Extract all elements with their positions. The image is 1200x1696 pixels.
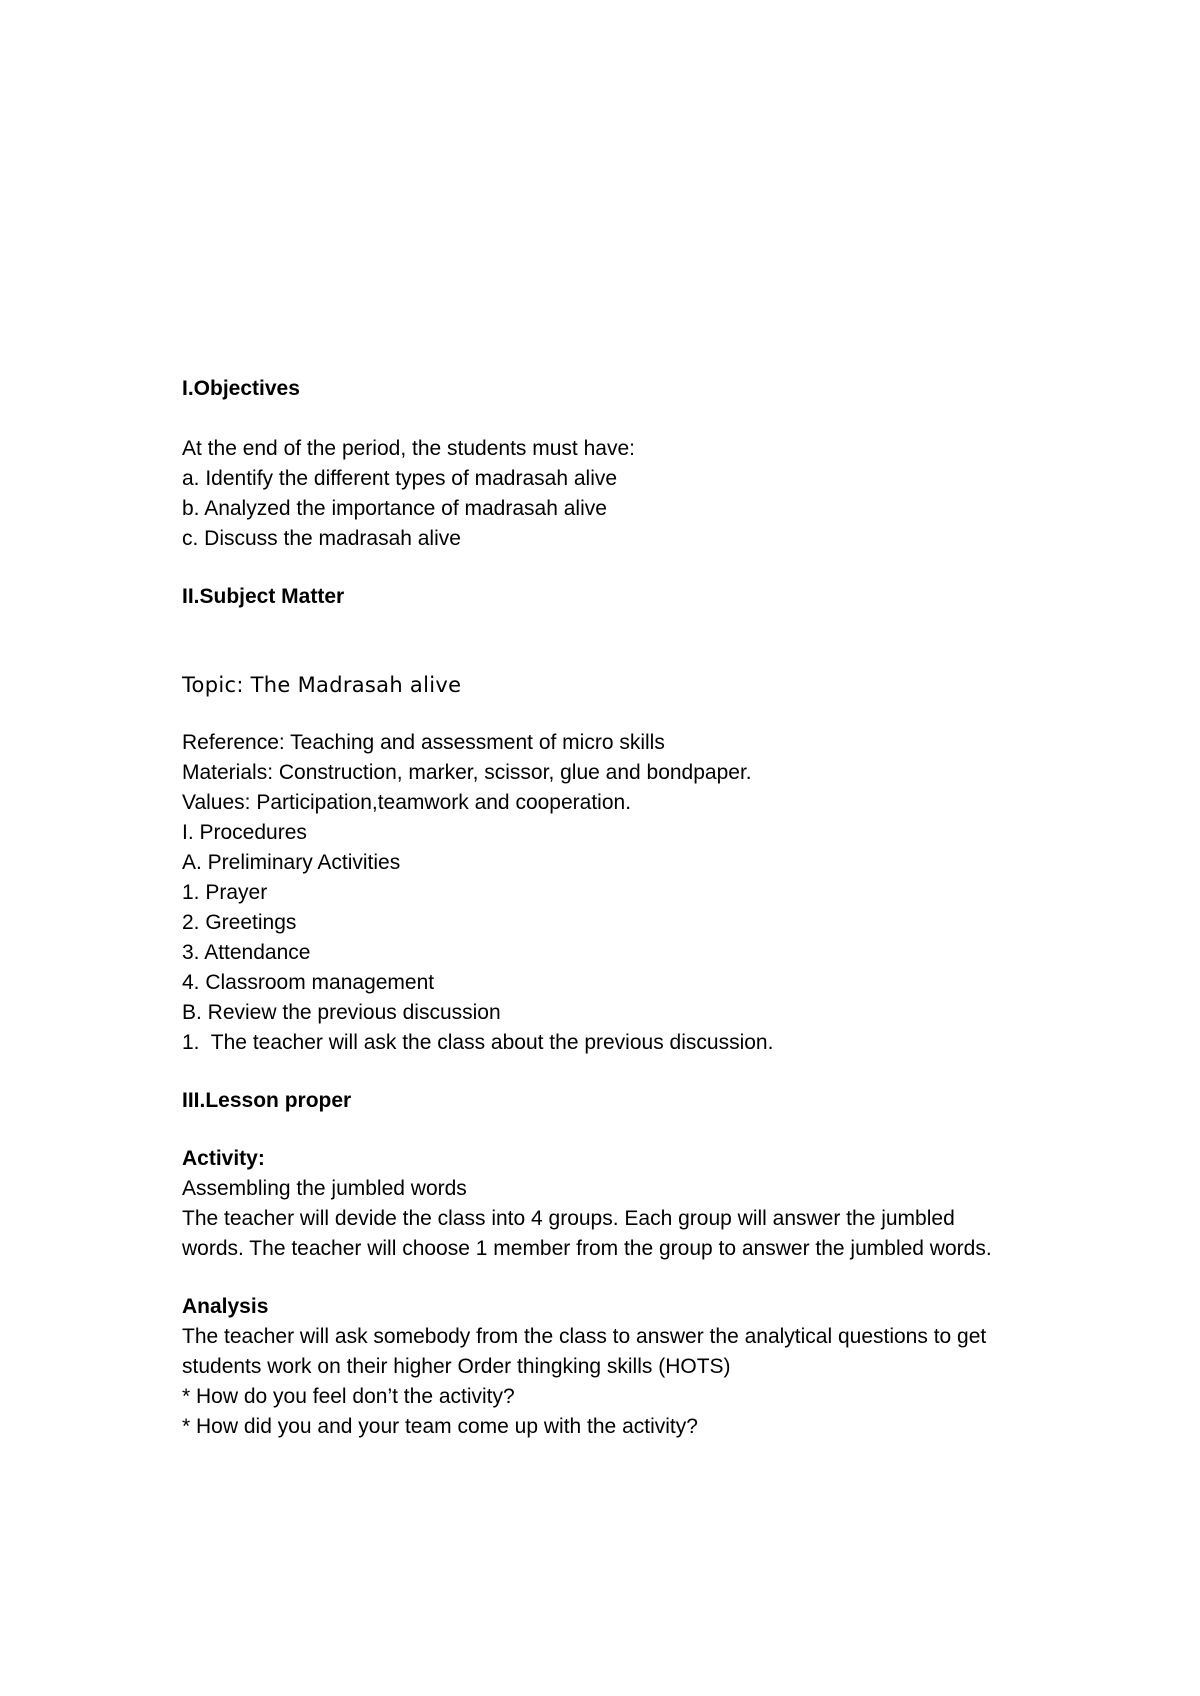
preliminary-line: A. Preliminary Activities bbox=[182, 851, 401, 874]
analysis-text: The teacher will ask somebody from the class to answer the analytical questions to get students work on their higher Order thingking skills (HOTS) bbox=[182, 1325, 987, 1378]
activity-text: The teacher will devide the class into 4 groups. Each group will answer the jumbled words. The teacher will choose 1 member from the group to answer the jumbled words. bbox=[182, 1207, 992, 1260]
topic-line: Topic: The Madrasah alive bbox=[182, 673, 462, 697]
preliminary-item: 3. Attendance bbox=[182, 941, 311, 964]
materials-line: Materials: Construction, marker, scissor, glue and bondpaper. bbox=[182, 761, 752, 784]
analysis-heading: Analysis bbox=[182, 1295, 269, 1318]
objectives-heading: I.Objectives bbox=[182, 377, 300, 400]
objectives-intro: At the end of the period, the students must have: bbox=[182, 437, 635, 460]
activity-heading: Activity: bbox=[182, 1147, 265, 1170]
values-line: Values: Participation,teamwork and cooperation. bbox=[182, 791, 632, 814]
preliminary-item: 1. Prayer bbox=[182, 881, 268, 904]
preliminary-item: 4. Classroom management bbox=[182, 971, 435, 994]
preliminary-item: 2. Greetings bbox=[182, 911, 297, 934]
analysis-question: * How do you feel don’t the activity? bbox=[182, 1385, 515, 1408]
objective-item: a. Identify the different types of madrasah alive bbox=[182, 467, 618, 490]
reference-line: Reference: Teaching and assessment of micro skills bbox=[182, 731, 665, 754]
objective-item: b. Analyzed the importance of madrasah alive bbox=[182, 497, 607, 520]
procedures-line: I. Procedures bbox=[182, 821, 307, 844]
activity-title: Assembling the jumbled words bbox=[182, 1177, 467, 1200]
lesson-proper-heading: III.Lesson proper bbox=[182, 1089, 352, 1112]
subject-matter-heading: II.Subject Matter bbox=[182, 585, 345, 608]
analysis-question: * How did you and your team come up with the activity? bbox=[182, 1415, 698, 1438]
review-item: 1. The teacher will ask the class about the previous discussion. bbox=[182, 1031, 774, 1054]
objective-item: c. Discuss the madrasah alive bbox=[182, 527, 461, 550]
review-line: B. Review the previous discussion bbox=[182, 1001, 501, 1024]
document-content bbox=[182, 374, 1032, 1442]
